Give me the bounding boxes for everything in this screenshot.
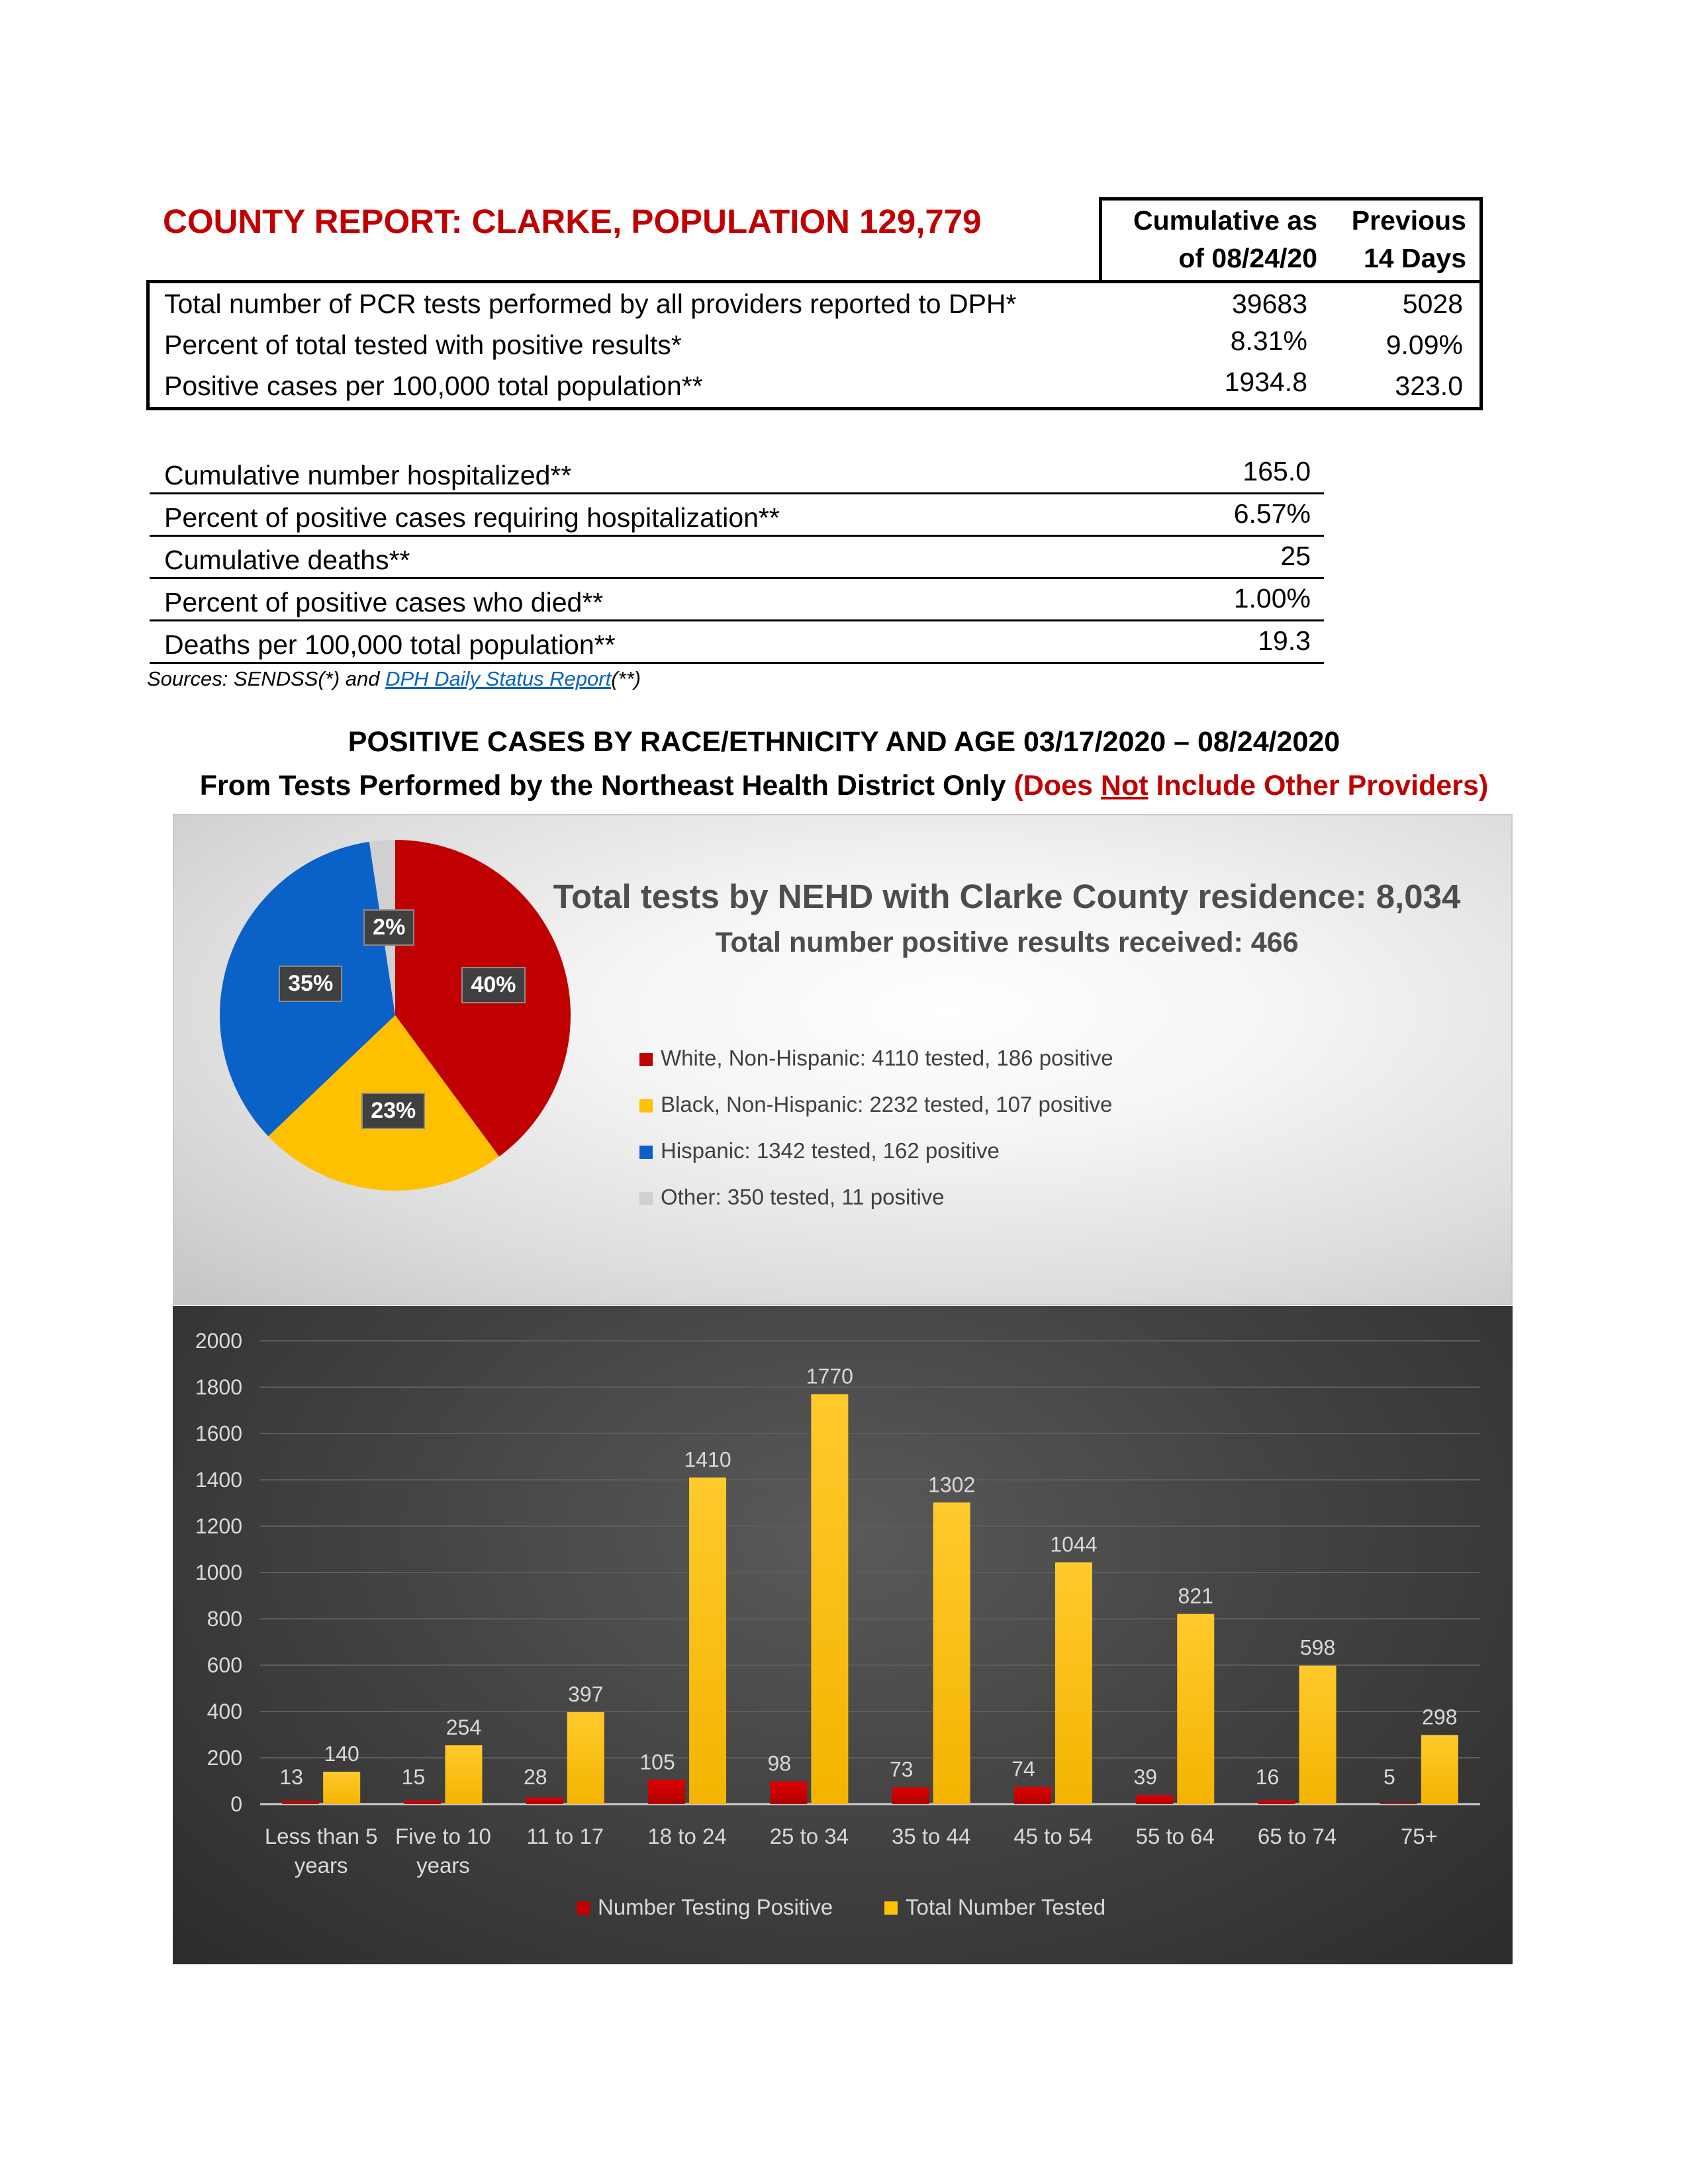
legend-label: Number Testing Positive	[598, 1895, 833, 1919]
y-tick-label: 2000	[195, 1329, 242, 1353]
pie-chart-panel	[173, 814, 1513, 1305]
bar	[567, 1712, 604, 1804]
pie-slice-label: 23%	[361, 1093, 425, 1129]
legend-label: Black, Non-Hispanic: 2232 tested, 107 positive	[661, 1092, 1113, 1116]
bar	[1258, 1800, 1295, 1804]
cumulative-header-line1: Cumulative as	[1133, 205, 1317, 236]
pie-legend-item	[639, 1138, 1000, 1163]
hospital-row-value: 6.57%	[1233, 498, 1311, 529]
column-header-box	[1099, 197, 1483, 280]
x-tick-label: 25 to 34	[769, 1824, 849, 1848]
pie-legend-item	[639, 1185, 945, 1210]
legend-label: Total Number Tested	[906, 1895, 1106, 1919]
hospital-row-value: 165.0	[1243, 456, 1311, 486]
legend-swatch	[639, 1146, 653, 1159]
pcr-stats-table	[146, 280, 1483, 410]
hospital-row	[150, 537, 1324, 579]
x-tick-label: 75+	[1400, 1824, 1438, 1848]
bar	[1177, 1614, 1214, 1804]
legend-swatch	[639, 1099, 653, 1113]
hospital-row-label: Percent of positive cases requiring hospitalization**	[164, 502, 780, 533]
bar-value-label: 298	[1422, 1705, 1458, 1729]
bar	[445, 1745, 482, 1804]
x-tick-label: years	[294, 1853, 348, 1878]
stat-previous: 9.09%	[1385, 330, 1463, 360]
bar-chart	[173, 1306, 1513, 1964]
bar	[811, 1394, 848, 1805]
hospital-row-label: Cumulative number hospitalized**	[164, 460, 572, 490]
hospital-row	[150, 453, 1324, 494]
stat-label: Positive cases per 100,000 total population**	[164, 371, 703, 401]
stat-cumulative: 8.31%	[1230, 326, 1307, 356]
cumulative-header	[1133, 202, 1317, 277]
bar	[1014, 1787, 1051, 1804]
previous-header-line2: 14 Days	[1363, 243, 1466, 273]
cumulative-header-line2: of 08/24/20	[1178, 243, 1317, 273]
county-report-title: COUNTY REPORT: CLARKE, POPULATION 129,779	[163, 203, 982, 240]
hospital-row-label: Cumulative deaths**	[164, 545, 410, 575]
pie-chart-subtitle: Total number positive results received: 466	[715, 927, 1299, 958]
previous-header	[1352, 202, 1466, 277]
bar	[770, 1782, 807, 1804]
bar-value-label: 15	[401, 1765, 426, 1789]
subtitle-red-underlined: Not	[1100, 770, 1149, 801]
hospital-row	[150, 495, 1324, 537]
y-tick-label: 1800	[195, 1375, 242, 1399]
x-tick-label: Five to 10	[395, 1824, 491, 1848]
bar-value-label: 98	[767, 1751, 792, 1776]
bar	[1136, 1795, 1173, 1804]
y-tick-label: 1000	[195, 1561, 242, 1584]
hospital-row-label: Deaths per 100,000 total population**	[164, 629, 616, 660]
x-tick-label: 11 to 17	[526, 1824, 604, 1848]
bar-value-label: 1044	[1050, 1532, 1098, 1557]
bar	[323, 1772, 360, 1804]
section-subtitle-main: From Tests Performed by the Northeast Health District Only	[199, 770, 1014, 801]
previous-header-line1: Previous	[1351, 205, 1466, 236]
pie-chart-title: Total tests by NEHD with Clarke County residence: 8,034	[553, 878, 1461, 915]
bar-value-label: 397	[568, 1682, 604, 1707]
bar-value-label: 1770	[806, 1364, 853, 1388]
bar-value-label: 28	[523, 1765, 547, 1789]
pie-slice-label: 35%	[279, 966, 342, 1002]
y-tick-label: 1400	[195, 1468, 242, 1492]
stat-previous: 323.0	[1395, 371, 1463, 401]
pie-legend-item	[639, 1092, 1112, 1117]
bar-chart-panel	[173, 1306, 1513, 1964]
bar	[1299, 1666, 1336, 1804]
bar	[648, 1780, 685, 1804]
x-tick-label: Less than 5	[264, 1824, 378, 1848]
bar	[892, 1787, 929, 1804]
sources-note	[147, 667, 641, 691]
hospital-row-value: 19.3	[1258, 625, 1311, 656]
bar-value-label: 1410	[684, 1447, 731, 1472]
x-tick-label: years	[416, 1853, 470, 1878]
bar-value-label: 13	[279, 1765, 303, 1789]
x-tick-label: 18 to 24	[647, 1824, 727, 1848]
x-tick-label: 65 to 74	[1257, 1824, 1337, 1848]
bar	[282, 1801, 319, 1804]
legend-label: Hispanic: 1342 tested, 162 positive	[661, 1138, 1000, 1163]
pie-slice-label: 40%	[461, 967, 525, 1003]
legend-swatch	[639, 1192, 653, 1205]
bar	[404, 1801, 441, 1804]
sources-suffix: (**)	[611, 667, 641, 690]
pie-slice-label: 2%	[363, 909, 414, 946]
stat-previous: 5028	[1402, 289, 1463, 319]
sources-prefix: Sources: SENDSS(*) and	[147, 667, 386, 690]
legend-swatch	[577, 1901, 590, 1915]
section-title: POSITIVE CASES BY RACE/ETHNICITY AND AGE 03/17/2020 – 08/24/2020	[348, 726, 1340, 758]
section-subtitle	[0, 770, 1688, 802]
stat-cumulative: 1934.8	[1224, 367, 1307, 397]
bar-value-label: 140	[324, 1742, 359, 1766]
stat-label: Total number of PCR tests performed by all providers reported to DPH*	[164, 289, 1017, 319]
bar	[1380, 1803, 1417, 1804]
x-tick-label: 55 to 64	[1135, 1824, 1215, 1848]
pie-legend-item	[639, 1046, 1113, 1071]
hospital-row-value: 25	[1280, 541, 1311, 571]
bar-value-label: 39	[1133, 1765, 1158, 1789]
hospital-row-label: Percent of positive cases who died**	[164, 587, 604, 617]
bar-value-label: 598	[1299, 1635, 1336, 1660]
subtitle-red-close: Include Other Providers)	[1148, 770, 1489, 801]
bar-value-label: 73	[889, 1757, 914, 1782]
legend-label: Other: 350 tested, 11 positive	[661, 1185, 945, 1209]
y-tick-label: 200	[207, 1746, 242, 1770]
bar-value-label: 5	[1383, 1765, 1395, 1789]
y-tick-label: 1200	[195, 1514, 242, 1538]
bar-value-label: 254	[445, 1715, 482, 1740]
legend-label: White, Non-Hispanic: 4110 tested, 186 positive	[661, 1046, 1113, 1070]
y-tick-label: 400	[207, 1700, 242, 1723]
y-tick-label: 600	[207, 1653, 242, 1677]
bar	[689, 1478, 726, 1805]
hospital-row	[150, 580, 1324, 621]
bar-value-label: 105	[639, 1750, 675, 1774]
x-tick-label: 35 to 44	[892, 1824, 971, 1848]
bar-value-label: 16	[1255, 1765, 1280, 1789]
y-tick-label: 800	[207, 1607, 242, 1631]
hospital-row-value: 1.00%	[1233, 583, 1311, 614]
stat-label: Percent of total tested with positive results*	[164, 330, 682, 360]
bar	[1421, 1735, 1458, 1804]
bar-value-label: 74	[1011, 1757, 1035, 1782]
x-tick-label: 45 to 54	[1013, 1824, 1093, 1848]
bar-value-label: 1302	[928, 1473, 976, 1497]
bar	[933, 1502, 970, 1804]
dph-report-link[interactable]: DPH Daily Status Report	[385, 667, 612, 690]
y-tick-label: 1600	[195, 1422, 242, 1445]
stat-cumulative: 39683	[1231, 289, 1307, 319]
bar	[526, 1797, 563, 1804]
subtitle-red-open: (Does	[1013, 770, 1101, 801]
hospital-row	[150, 622, 1324, 664]
legend-swatch	[884, 1901, 898, 1915]
legend-swatch	[639, 1053, 653, 1066]
bar-value-label: 821	[1178, 1584, 1213, 1608]
y-tick-label: 0	[230, 1792, 242, 1816]
bar	[1055, 1563, 1092, 1804]
